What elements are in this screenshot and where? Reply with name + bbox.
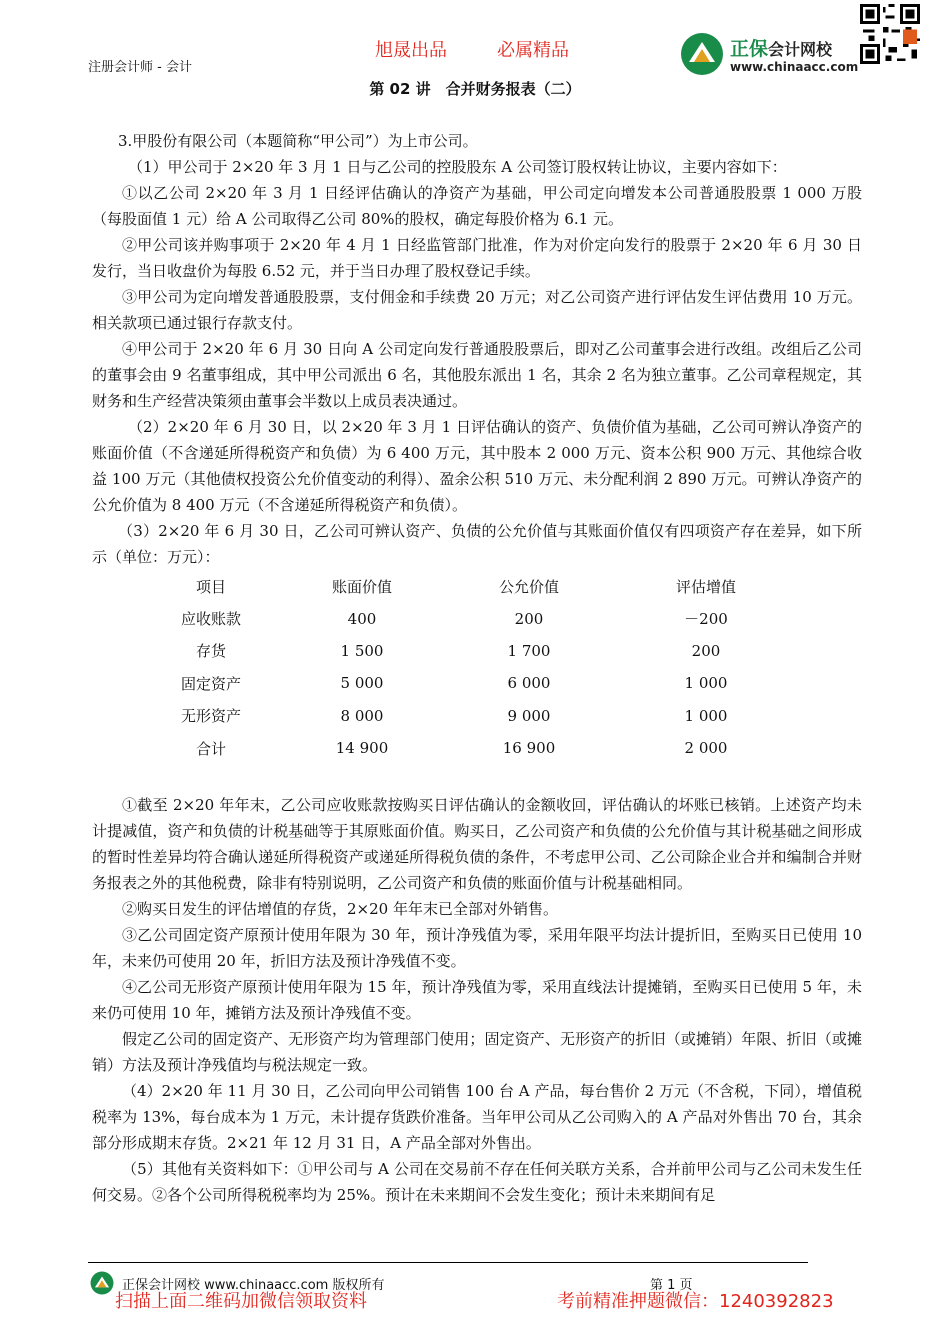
- table-cell: 14 900: [335, 739, 389, 758]
- question-paragraph: （1）甲公司于 2×20 年 3 月 1 日与乙公司的控股股东 A 公司签订股权转让协议，主要内容如下：: [128, 158, 787, 176]
- logo-brand: 正保: [730, 38, 769, 60]
- table-cell: －200: [684, 610, 728, 629]
- question-paragraph: ④乙公司无形资产原预计使用年限为 15 年，预计净残值为零，采用直线法计提摊销，至购买日已使用 5 年，未来仍可使用 10 年，摊销方法及预计净残值不变。: [92, 978, 862, 1022]
- table-cell: 合计: [195, 739, 226, 758]
- qr-code-icon: [860, 4, 920, 64]
- table-header-cell: 公允价值: [498, 577, 559, 596]
- table-cell: 5 000: [340, 674, 384, 693]
- table-header-cell: 项目: [195, 577, 226, 596]
- valuation-table: [140, 570, 796, 764]
- table-total-row: [140, 732, 796, 764]
- question-paragraph: （3）2×20 年 6 月 30 日，乙公司可辨认资产、负债的公允价值与其账面价值仅有四项资产存在差异，如下所示（单位：万元）：: [92, 522, 862, 566]
- table-row: [140, 700, 796, 732]
- question-paragraph: ①以乙公司 2×20 年 3 月 1 日经评估确认的净资产为基础，甲公司定向增发本公司普通股股票 1 000 万股（每股面值 1 元）给 A 公司取得乙公司 80%的股权，确定每股价格为 6.1 元。: [92, 184, 862, 228]
- table-row: [140, 667, 796, 699]
- table-cell: 应收账款: [180, 610, 241, 629]
- table-header-cell: 账面价值: [331, 577, 392, 596]
- brand-logo: [680, 30, 859, 80]
- question-paragraph: ③乙公司固定资产原预计使用年限为 30 年，预计净残值为零，采用年限平均法计提折旧，至购买日已使用 10 年，未来仍可使用 20 年，折旧方法及预计净残值不变。: [92, 926, 862, 970]
- question-paragraph: ①截至 2×20 年年末，乙公司应收账款按购买日评估确认的金额收回，评估确认的坏账已核销。上述资产均未计提减值，资产和负债的计税基础等于其原账面价值。购买日，乙公司资产和负债的公允价值与其计税基础之间形成的暂时性差异均符合确认递延所得税资产或递延所得税负债的条件，不考虑甲公司、乙公司除企业合并和编制合并财务报表之外的其他税费，除非有特别说明，乙公司资产和负债的账面价值与计税基础相同。: [92, 796, 862, 892]
- question-paragraph: （5）其他有关资料如下：①甲公司与 A 公司在交易前不存在任何关联方关系，合并前甲公司与乙公司未发生任何交易。②各个公司所得税税率均为 25%。预计在未来期间不会发生变化；预计未来期间有足: [92, 1160, 862, 1204]
- table-cell: 存货: [195, 642, 226, 661]
- question-paragraph: ④甲公司于 2×20 年 6 月 30 日向 A 公司定向发行普通股股票后，即对乙公司董事会进行改组。改组后乙公司的董事会由 9 名董事组成，其中甲公司派出 6 名，其他股东派出 1 名，其余 2 名为独立董事。乙公司章程规定，其财务和生产经营决策须由董事会半数以上成员表决通过。: [92, 340, 862, 410]
- table-row: [140, 635, 796, 667]
- table-cell: 16 900: [502, 739, 556, 758]
- slogan-left: 旭晟出品: [375, 40, 447, 61]
- question-text-bottom: [92, 792, 862, 1208]
- table-header-cell: 评估增值: [675, 577, 736, 596]
- course-label: 注册会计师 - 会计: [88, 60, 192, 75]
- table-header-row: [140, 570, 796, 602]
- table-cell: 200: [514, 609, 544, 628]
- question-paragraph: 3.甲股份有限公司（本题简称“甲公司”）为上市公司。: [118, 132, 478, 150]
- question-paragraph: （4）2×20 年 11 月 30 日，乙公司向甲公司销售 100 台 A 产品，每台售价 2 万元（不含税，下同），增值税税率为 13%，每台成本为 1 万元，未计提存货跌价准备。当年甲公司从乙公司购入的 A 产品对外售出 70 台，其余部分形成期末存货。2×21 年 12 月 31 日，A 产品全部对外售出。: [92, 1082, 863, 1152]
- footer-divider: [88, 1262, 808, 1263]
- table-cell: 200: [691, 641, 721, 660]
- table-cell: 1 500: [340, 641, 384, 660]
- table-cell: 1 700: [507, 641, 551, 660]
- table-cell: 6 000: [507, 674, 551, 693]
- footer-promo-left: 扫描上面二维码加微信领取资料: [115, 1291, 367, 1312]
- logo-url: www.chinaacc.com: [730, 60, 859, 74]
- table-cell: 9 000: [507, 706, 551, 725]
- brand-logo-icon: [680, 32, 724, 76]
- lecture-title: 第 02 讲 合并财务报表（二）: [369, 80, 581, 98]
- table-cell: 2 000: [684, 739, 728, 758]
- footer-promo-right: 考前精准押题微信：1240392823: [557, 1291, 834, 1312]
- table-cell: 8 000: [340, 706, 384, 725]
- footer-logo-icon: [90, 1271, 114, 1295]
- question-paragraph: ②甲公司该并购事项于 2×20 年 4 月 1 日经监管部门批准，作为对价定向发行的股票于 2×20 年 6 月 30 日发行，当日收盘价为每股 6.52 元，并于当日办理了股权登记手续。: [92, 236, 862, 280]
- logo-name: 会计网校: [768, 40, 833, 59]
- table-cell: 400: [347, 609, 377, 628]
- table-cell: 无形资产: [180, 707, 241, 726]
- table-row: [140, 602, 796, 634]
- footer-copyright: 正保会计网校 www.chinaacc.com 版权所有: [122, 1278, 385, 1293]
- question-paragraph: ②购买日发生的评估增值的存货，2×20 年年末已全部对外销售。: [122, 900, 558, 918]
- slogan-right: 必属精品: [497, 40, 569, 61]
- question-paragraph: 假定乙公司的固定资产、无形资产均为管理部门使用；固定资产、无形资产的折旧（或摊销）年限、折旧（或摊销）方法及预计净残值均与税法规定一致。: [92, 1030, 862, 1074]
- question-paragraph: （2）2×20 年 6 月 30 日，以 2×20 年 3 月 1 日评估确认的资产、负债价值为基础，乙公司可辨认净资产的账面价值（不含递延所得税资产和负债）为 6 400 万元，其中股本 2 000 万元、资本公积 900 万元、其他综合收益 100 万元（其他债权投资公允价值变动的利得）、盈余公积 510 万元、未分配利润 2 890 万元。可辨认净资产的公允价值为 8 400 万元（不含递延所得税资产和负债）。: [92, 418, 862, 514]
- question-paragraph: ③甲公司为定向增发普通股股票，支付佣金和手续费 20 万元；对乙公司资产进行评估发生评估费用 10 万元。相关款项已通过银行存款支付。: [92, 288, 862, 332]
- table-cell: 1 000: [684, 674, 728, 693]
- question-text-top: [92, 128, 862, 570]
- footer-page-number: 第 1 页: [650, 1278, 693, 1293]
- table-cell: 固定资产: [180, 674, 241, 693]
- table-cell: 1 000: [684, 706, 728, 725]
